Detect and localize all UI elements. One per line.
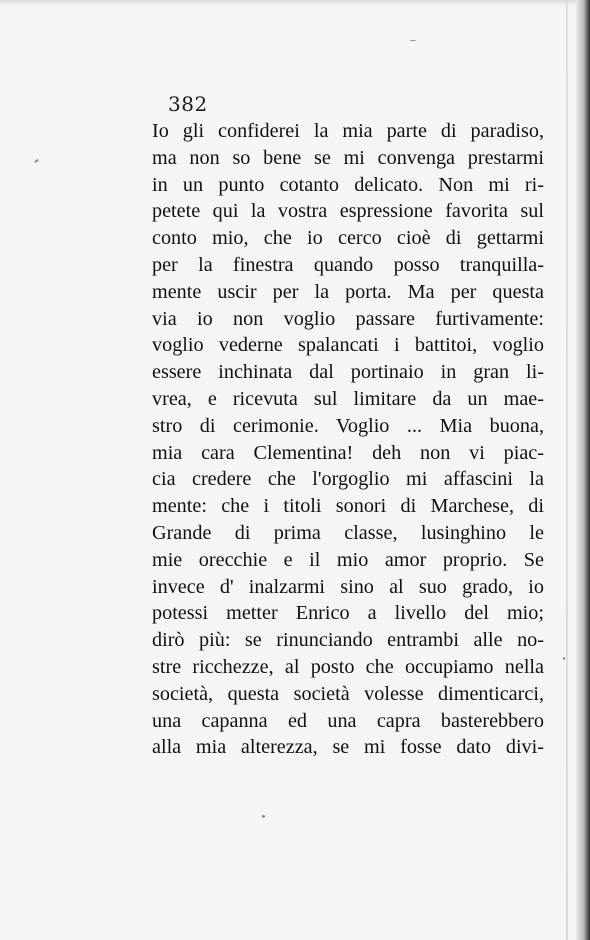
page-binding-shadow [576, 0, 590, 940]
text-line: alla mia alterezza, se mi fosse dato divi- [152, 736, 544, 759]
text-line: per la finestra quando posso tranquilla- [152, 253, 544, 276]
paper-speck [34, 159, 39, 164]
text-line: invece d' inalzarmi sino al suo grado, io [152, 575, 544, 598]
text-line: società, questa società volesse dimenticarci, [152, 682, 544, 705]
text-line: mia cara Clementina! deh non vi piac- [152, 441, 544, 464]
text-line: voglio vederne spalancati i battitoi, voglio [152, 334, 544, 357]
page-fold-line [566, 0, 568, 940]
text-line: essere inchinata dal portinaio in gran li- [152, 361, 544, 384]
text-line: petete qui la vostra espressione favorita sul [152, 200, 544, 223]
text-line: in un punto cotanto delicato. Non mi ri- [152, 173, 544, 196]
text-line: mente: che i titoli sonori di Marchese, di [152, 495, 544, 518]
text-line: stre ricchezze, al posto che occupiamo nella [152, 655, 544, 678]
text-line: una capanna ed una capra basterebbero [152, 709, 544, 732]
text-line: Grande di prima classe, lusinghino le [152, 521, 544, 544]
page-number: 382 [168, 92, 208, 116]
text-line: mente uscir per la porta. Ma per questa [152, 280, 544, 303]
text-line: dirò più: se rinunciando entrambi alle no- [152, 629, 544, 652]
text-line: potessi metter Enrico a livello del mio; [152, 602, 544, 625]
paper-speck [262, 815, 265, 818]
text-line: cia credere che l'orgoglio mi affascini la [152, 468, 544, 491]
text-line: via io non voglio passare furtivamente: [152, 307, 544, 330]
paper-speck [563, 657, 565, 660]
paper-speck [410, 40, 416, 41]
page-body-text [152, 118, 544, 761]
text-line: Io gli confiderei la mia parte di paradiso, [152, 120, 544, 142]
text-line: conto mio, che io cerco cioè di gettarmi [152, 227, 544, 250]
text-line: stro di cerimonie. Voglio ... Mia buona, [152, 414, 544, 437]
text-line: vrea, e ricevuta sul limitare da un mae- [152, 387, 544, 410]
page-top-edge [0, 0, 590, 6]
text-line: ma non so bene se mi convenga prestarmi [152, 146, 544, 169]
text-line: mie orecchie e il mio amor proprio. Se [152, 548, 544, 571]
